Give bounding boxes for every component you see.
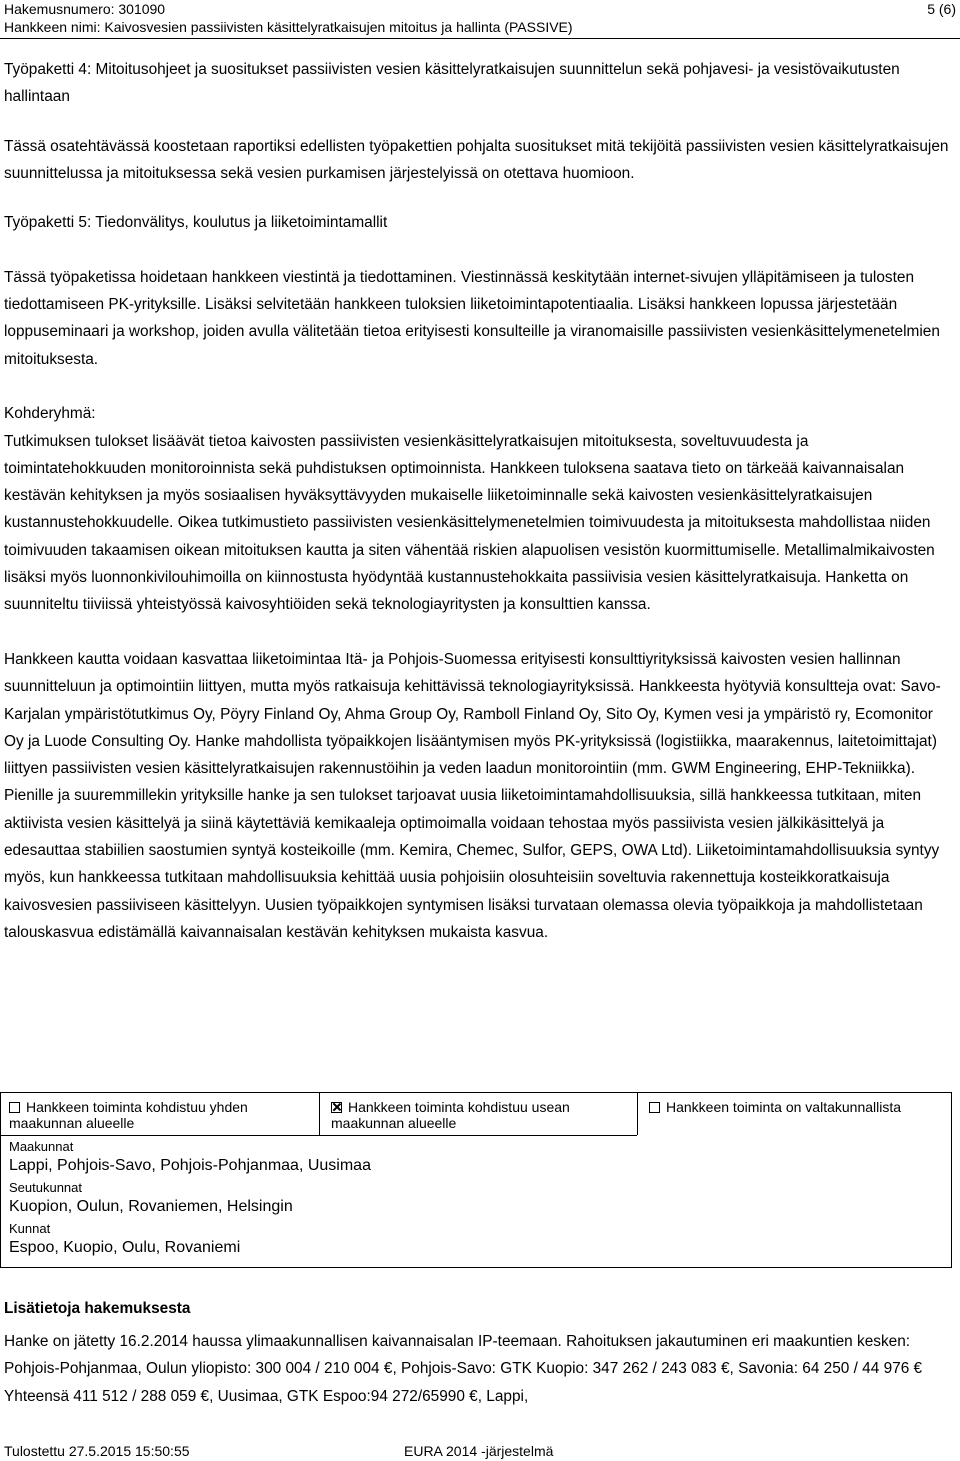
application-number: Hakemusnumero: 301090 — [4, 1, 166, 17]
option-multiple-regions[interactable] — [331, 1099, 621, 1131]
page-header — [4, 0, 956, 18]
business-text: Hankkeen kautta voidaan kasvattaa liiketoimintaa Itä- ja Pohjois-Suomessa erityisesti konsulttiyrityksissä kaivosten vesien hallinnan suunnitteluun ja optimointiin liittyen, mutta myös ratkaisuja kehittävissä teknologiayrityksissä. Hankkeesta hyötyviä konsultteja ovat: Savo-Karjalan ympäristötutkimus Oy, Pöyry Finland Oy, Ahma Group Oy, Ramboll Finland Oy, Sito Oy, Kymen vesi ja ympäristö ry, Ecomonitor Oy ja Luode Consulting Oy. Hanke mahdollista työpaikkojen lisääntymisen myös PK-yrityksissä (logistiikka, maarakennus, laitetoimittajat) liittyen passiivisten vesien käsittelyratkaisujen rakennustöihin ja veden laadun monitorointiin (mm. GWM Engineering, EHP-Tekniikka). Pienille ja suuremmillekin yrityksille hanke ja sen tulokset tarjoavat uusia liiketoimintamahdollisuuksia, sillä hankkeessa tutkitaan, miten aktiivista vesien käsittelyä ja siinä käytettäviä kemikaaleja optimoimalla voidaan tehostaa myös passiivista vesien jälkikäsittelyä ja edesauttaa stabiilien saostumien syntyä kosteikoille (mm. Kemira, Chemec, Sulfor, GEPS, OWA Ltd). Liiketoimintamahdollisuuksia syntyy myös, kun hankkeessa tutkitaan mahdollisuuksia kehittää uusia pohjoisiin olosuhteisiin soveltuvia rakennettuja kosteikkoratkaisuja kaivosvesien passiiviseen käsittelyyn. Uusien työpaikkojen syntymisen lisäksi turvataan olemassa olevia työpaikkoja ja mahdollistetaan talouskasvua edistämällä kaivannaisalan kestävän kehityksen mukaista kasvua. — [4, 650, 941, 941]
option-national[interactable] — [649, 1099, 949, 1115]
wp5-text: Tässä työpaketissa hoidetaan hankkeen viestintä ja tiedottaminen. Viestinnässä keskitytään internet-sivujen ylläpitämiseen ja tulosten tiedottamiseen PK-yrityksille. Lisäksi selvitetään hankkeen tuloksien liiketoimintapotentiaalia. Lisäksi hankkeen lopussa järjestetään loppuseminaari ja workshop, joiden avulla välitetään tietoa erityisesti konsulteille ja viranomaisille passiivisten vesienkäsittelymenetelmien mitoituksesta. — [4, 268, 940, 368]
column-divider — [319, 1093, 320, 1135]
subregions-value: Kuopion, Oulun, Rovaniemen, Helsingin — [9, 1198, 293, 1215]
additional-info-title: Lisätietoja hakemuksesta — [4, 1300, 191, 1317]
wp4-title: Työpaketti 4: Mitoitusohjeet ja suositukset passiivisten vesien käsittelyratkaisujen suunnittelun sekä pohjavesi- ja vesistövaikutusten hallintaan — [4, 61, 900, 106]
column-divider — [637, 1093, 638, 1135]
checkbox-checked-icon[interactable] — [331, 1102, 342, 1113]
region-fields — [9, 1139, 629, 1262]
provinces-label: Maakunnat — [9, 1139, 74, 1154]
region-selection-box — [0, 1092, 952, 1268]
header-divider — [0, 38, 960, 39]
option-single-region[interactable] — [9, 1099, 309, 1131]
provinces-value: Lappi, Pohjois-Savo, Pohjois-Pohjanmaa, Uusimaa — [9, 1157, 371, 1174]
checkbox-empty-icon[interactable] — [649, 1102, 660, 1113]
page-number: 5 (6) — [927, 1, 956, 17]
row-divider — [1, 1135, 637, 1136]
target-group-text: Tutkimuksen tulokset lisäävät tietoa kaivosten passiivisten vesienkäsittelyratkaisujen mitoituksesta, soveltuvuudesta ja toimintatehokkuuden monitoroinnista sekä puhdistuksen optimoinnista. Hankkeen tuloksena saatava tieto on tärkeää kaivannaisalan kestävän kehityksen ja myös sosiaalisen hyväksyttävyyden mukaiselle liiketoiminnalle sekä kaivosten vesienkäsittelyratkaisujen kustannustehokkuudelle. Oikea tutkimustieto passiivisten vesienkäsittelymenetelmien toimivuudesta ja mitoituksesta mahdollistaa niiden toimivuuden takaamisen oikean mitoituksen kautta ja siten vähentää riskien alapuolisen vesistön kuormittumiselle. Metallimalmikaivosten lisäksi myös luonnonkivilouhimoilla on kiinnostusta hyödyntää kustannustehokkaita passiivisia vesien käsittelyratkaisuja. Hanketta on suunniteltu tiiviissä yhteistyössä kaivosyhtiöiden sekä teknologiayritysten ja konsulttien kanssa. — [4, 432, 935, 614]
wp4-text: Tässä osatehtävässä koostetaan raportiksi edellisten työpakettien pohjalta suositukset mitä tekijöitä passiivisten vesien käsittelyratkaisujen suunnittelussa ja mitoituksessa sekä vesien purkamisen järjestelyissä on otettava huomioon. — [4, 137, 949, 182]
project-name: Hankkeen nimi: Kaivosvesien passiivisten käsittelyratkaisujen mitoitus ja hallinta (PASSIVE) — [4, 19, 573, 35]
checkbox-empty-icon[interactable] — [9, 1102, 20, 1113]
system-name: EURA 2014 -järjestelmä — [404, 1443, 554, 1459]
document-body — [4, 56, 952, 974]
municipalities-value: Espoo, Kuopio, Oulu, Rovaniemi — [9, 1239, 241, 1256]
additional-info-text: Hanke on jätetty 16.2.2014 haussa ylimaakunnallisen kaivannaisalan IP-teemaan. Rahoituksen jakautuminen eri maakuntien kesken: Pohjois-Pohjanmaa, Oulun yliopisto: 300 004 / 210 004 €, Pohjois-Savo: GTK Kuopio: 347 262 / 243 083 €, Savonia: 64 250 / 44 976 € Yhteensä 411 512 / 288 059 €, Uusimaa, GTK Espoo:94 272/65990 €, Lappi, — [4, 1333, 923, 1405]
printed-timestamp: Tulostettu 27.5.2015 15:50:55 — [4, 1443, 190, 1459]
target-group-label: Kohderyhmä: — [4, 405, 96, 423]
option-multiple-label: Hankkeen toiminta kohdistuu usean maakunnan alueelle — [331, 1099, 570, 1131]
subregions-label: Seutukunnat — [9, 1180, 83, 1195]
option-national-label: Hankkeen toiminta on valtakunnallista — [666, 1099, 902, 1115]
page-footer — [4, 1442, 956, 1460]
wp5-title: Työpaketti 5: Tiedonvälitys, koulutus ja liiketoimintamallit — [4, 214, 388, 232]
option-single-label: Hankkeen toiminta kohdistuu yhden maakunnan alueelle — [9, 1099, 248, 1131]
municipalities-label: Kunnat — [9, 1221, 51, 1236]
